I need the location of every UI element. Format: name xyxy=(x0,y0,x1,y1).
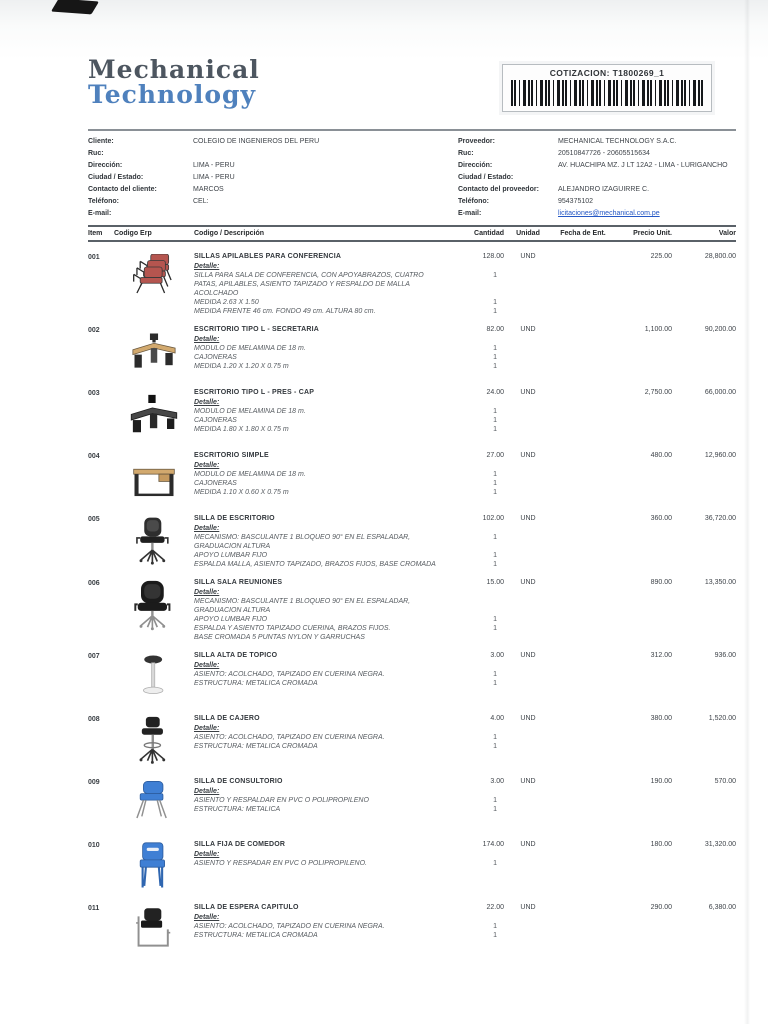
unidad-value: UND xyxy=(520,452,536,459)
cantidad-value: 27.00 xyxy=(486,452,504,459)
detail-lines xyxy=(194,407,736,434)
detail-qty xyxy=(452,597,504,615)
item-number: 002 xyxy=(88,327,100,334)
detail-qty: 1 xyxy=(493,272,497,279)
detail-text: MEDIDA 1.20 X 1.20 X 0.75 m xyxy=(194,363,289,370)
table-row xyxy=(88,840,736,894)
info-field-value: LIMA - PERU xyxy=(193,174,235,181)
info-field-label: E-mail: xyxy=(458,210,482,217)
col-codigo-erp: Codigo Erp xyxy=(114,230,152,237)
table-row xyxy=(88,388,736,442)
info-field xyxy=(458,184,736,195)
table-body xyxy=(88,242,736,957)
detail-line xyxy=(194,551,736,560)
valor-value: 90,200.00 xyxy=(704,326,736,333)
detail-text: ASIENTO Y RESPALDAR EN PVC O POLIPROPILENO xyxy=(194,797,369,804)
fecha-ent-value xyxy=(552,903,614,912)
detail-text: BASE CROMADA 5 PUNTAS NYLON Y GARRUCHAS xyxy=(194,634,365,641)
detail-text: CAJONERAS xyxy=(194,480,237,487)
info-field xyxy=(458,148,736,159)
precio-unit-value: 480.00 xyxy=(650,452,672,459)
detail-line xyxy=(194,307,736,316)
stacked-red-chairs-image xyxy=(114,252,194,306)
detail-qty: 1 xyxy=(493,417,497,424)
info-field-label: Dirección: xyxy=(88,162,123,169)
detail-lines xyxy=(194,344,736,371)
product-title: ESCRITORIO SIMPLE xyxy=(194,452,269,459)
client-fields xyxy=(88,136,458,219)
detail-text: APOYO LUMBAR FIJO xyxy=(194,552,268,559)
detail-qty: 1 xyxy=(493,923,497,930)
table-row xyxy=(88,451,736,505)
info-field-label: Cliente: xyxy=(88,138,114,145)
item-number: 010 xyxy=(88,842,100,849)
detail-text: MEDIDA FRENTE 46 cm. FONDO 49 cm. ALTURA 80 cm. xyxy=(194,308,376,315)
detail-text: MODULO DE MELAMINA DE 18 m. xyxy=(194,471,306,478)
table-header xyxy=(88,225,736,242)
detalle-label: Detalle: xyxy=(194,589,220,596)
info-field xyxy=(458,196,736,207)
product-title: SILLAS APILABLES PARA CONFERENCIA xyxy=(194,253,342,260)
info-field-value: LIMA - PERU xyxy=(193,162,235,169)
info-field xyxy=(88,172,458,183)
unidad-value: UND xyxy=(520,515,536,522)
detail-qty: 1 xyxy=(493,671,497,678)
col-item: Item xyxy=(88,230,103,237)
valor-value: 36,720.00 xyxy=(704,515,736,522)
product-title: SILLA ALTA DE TOPICO xyxy=(194,652,278,659)
detail-qty: 1 xyxy=(493,354,497,361)
detail-line xyxy=(194,615,736,624)
item-number: 003 xyxy=(88,390,100,397)
cantidad-value: 102.00 xyxy=(482,515,504,522)
info-field-value: AV. HUACHIPA MZ. J LT 12A2 - LIMA - LURIGANCHO xyxy=(558,162,728,169)
fecha-ent-value xyxy=(552,252,614,261)
detail-text: APOYO LUMBAR FIJO xyxy=(194,616,268,623)
product-title: SILLA SALA REUNIONES xyxy=(194,579,283,586)
detail-text: ESTRUCTURA: METALICA CROMADA xyxy=(194,743,318,750)
item-number: 009 xyxy=(88,779,100,786)
cashier-chair-image xyxy=(114,714,194,768)
detail-line xyxy=(194,470,736,479)
info-field xyxy=(458,160,736,171)
detail-line xyxy=(194,859,736,868)
detail-qty: 1 xyxy=(493,426,497,433)
fecha-ent-value xyxy=(552,578,614,587)
valor-value: 31,320.00 xyxy=(704,841,736,848)
detail-qty: 1 xyxy=(493,680,497,687)
detail-line xyxy=(194,679,736,688)
detail-line xyxy=(194,742,736,751)
fecha-ent-value xyxy=(552,714,614,723)
detail-text: ESTRUCTURA: METALICA CROMADA xyxy=(194,932,318,939)
mesh-office-chair-image xyxy=(114,514,194,568)
detail-text: ESTRUCTURA: METALICA CROMADA xyxy=(194,680,318,687)
detail-lines xyxy=(194,533,736,569)
detail-line xyxy=(194,271,736,298)
valor-value: 28,800.00 xyxy=(704,253,736,260)
logo-line-2: Technology xyxy=(88,79,257,109)
valor-value: 936.00 xyxy=(714,652,736,659)
info-field-value: ALEJANDRO IZAGUIRRE C. xyxy=(558,186,650,193)
detail-qty: 1 xyxy=(493,561,497,568)
detalle-label: Detalle: xyxy=(194,914,220,921)
info-field-value: MARCOS xyxy=(193,186,224,193)
barcode-bars xyxy=(511,80,703,106)
logo-line-1: Mechanical xyxy=(88,55,260,84)
cantidad-value: 24.00 xyxy=(486,389,504,396)
detail-line xyxy=(194,362,736,371)
detail-text: MODULO DE MELAMINA DE 18 m. xyxy=(194,345,306,352)
fecha-ent-value xyxy=(552,651,614,660)
detail-text: MODULO DE MELAMINA DE 18 m. xyxy=(194,408,306,415)
l-desk-dark-image xyxy=(114,388,194,442)
detail-text: MEDIDA 2.63 X 1.50 xyxy=(194,299,259,306)
detail-line xyxy=(194,353,736,362)
precio-unit-value: 290.00 xyxy=(650,904,672,911)
precio-unit-value: 2,750.00 xyxy=(644,389,672,396)
info-field xyxy=(458,208,736,219)
unidad-value: UND xyxy=(520,778,536,785)
detail-text: ASIENTO: ACOLCHADO, TAPIZADO EN CUERINA NEGRA. xyxy=(194,923,385,930)
info-field-label: Dirección: xyxy=(458,162,493,169)
precio-unit-value: 225.00 xyxy=(650,253,672,260)
detail-line xyxy=(194,805,736,814)
detail-qty: 1 xyxy=(493,797,497,804)
detail-text: SILLA PARA SALA DE CONFERENCIA, CON APOYABRAZOS, CUATRO PATAS, APILABLES, ASIENTO TAPIZADO Y RESPALDO DE MALLA ACOLCHADO xyxy=(194,272,424,297)
item-number: 011 xyxy=(88,905,100,912)
table-row xyxy=(88,325,736,379)
barcode xyxy=(502,64,712,112)
l-desk-light-image xyxy=(114,325,194,379)
valor-value: 6,380.00 xyxy=(708,904,736,911)
detalle-label: Detalle: xyxy=(194,851,220,858)
product-title: SILLA DE CAJERO xyxy=(194,715,260,722)
detail-qty: 1 xyxy=(493,625,497,632)
info-field-label: Contacto del cliente: xyxy=(88,186,157,193)
detail-qty: 1 xyxy=(493,806,497,813)
info-field-value: COLEGIO DE INGENIEROS DEL PERU xyxy=(193,138,320,145)
col-descripcion: Codigo / Descripción xyxy=(194,230,265,237)
detail-qty: 1 xyxy=(493,932,497,939)
fecha-ent-value xyxy=(552,514,614,523)
simple-desk-image xyxy=(114,451,194,505)
detail-lines xyxy=(194,597,736,642)
fecha-ent-value xyxy=(552,325,614,334)
fecha-ent-value xyxy=(552,388,614,397)
unidad-value: UND xyxy=(520,326,536,333)
detalle-label: Detalle: xyxy=(194,525,220,532)
col-valor: Valor xyxy=(718,230,736,237)
table-row xyxy=(88,514,736,569)
blue-plastic-chair-image xyxy=(114,777,194,831)
detail-qty: 1 xyxy=(493,860,497,867)
info-field xyxy=(88,160,458,171)
item-number: 006 xyxy=(88,580,100,587)
info-field-label: Teléfono: xyxy=(88,198,119,205)
precio-unit-value: 1,100.00 xyxy=(644,326,672,333)
detail-text: ASIENTO: ACOLCHADO, TAPIZADO EN CUERINA NEGRA. xyxy=(194,671,385,678)
executive-chair-image xyxy=(114,578,194,632)
product-title: ESCRITORIO TIPO L - SECRETARIA xyxy=(194,326,320,333)
item-number: 005 xyxy=(88,516,100,523)
detail-line xyxy=(194,425,736,434)
detail-line xyxy=(194,922,736,931)
detail-qty xyxy=(452,633,504,642)
detalle-label: Detalle: xyxy=(194,662,220,669)
info-field-label: Ciudad / Estado: xyxy=(88,174,144,181)
detail-qty: 1 xyxy=(493,743,497,750)
detail-text: ESPALDA Y ASIENTO TAPIZADO CUERINA, BRAZOS FIJOS. xyxy=(194,625,391,632)
detalle-label: Detalle: xyxy=(194,399,220,406)
unidad-value: UND xyxy=(520,579,536,586)
col-unidad: Unidad xyxy=(516,230,540,237)
info-field xyxy=(458,136,736,147)
detalle-label: Detalle: xyxy=(194,788,220,795)
detail-line xyxy=(194,796,736,805)
detail-qty: 1 xyxy=(493,345,497,352)
cantidad-value: 82.00 xyxy=(486,326,504,333)
info-field-label: Ruc: xyxy=(88,150,104,157)
detail-line xyxy=(194,560,736,569)
page-edge-shadow xyxy=(744,0,750,1024)
precio-unit-value: 180.00 xyxy=(650,841,672,848)
cantidad-value: 128.00 xyxy=(482,253,504,260)
detail-lines xyxy=(194,796,736,814)
detail-qty: 1 xyxy=(493,363,497,370)
detail-text: ESTRUCTURA: METALICA xyxy=(194,806,281,813)
info-field-value: CEL: xyxy=(193,198,209,205)
blue-dining-chair-image xyxy=(114,840,194,894)
fecha-ent-value xyxy=(552,777,614,786)
scanner-artifact xyxy=(51,0,99,14)
item-number: 008 xyxy=(88,716,100,723)
precio-unit-value: 380.00 xyxy=(650,715,672,722)
fecha-ent-value xyxy=(552,451,614,460)
detail-line xyxy=(194,733,736,742)
detail-qty: 1 xyxy=(493,534,497,541)
detail-lines xyxy=(194,670,736,688)
precio-unit-value: 890.00 xyxy=(650,579,672,586)
valor-value: 12,960.00 xyxy=(704,452,736,459)
detail-qty: 1 xyxy=(493,734,497,741)
valor-value: 66,000.00 xyxy=(704,389,736,396)
detail-text: CAJONERAS xyxy=(194,354,237,361)
detail-line xyxy=(194,533,736,551)
unidad-value: UND xyxy=(520,904,536,911)
detail-line xyxy=(194,488,736,497)
info-field xyxy=(458,172,736,183)
detail-text: ASIENTO Y RESPADAR EN PVC O POLIPROPILENO. xyxy=(194,860,367,867)
precio-unit-value: 360.00 xyxy=(650,515,672,522)
detail-qty: 1 xyxy=(493,616,497,623)
unidad-value: UND xyxy=(520,389,536,396)
detail-lines xyxy=(194,922,736,940)
precio-unit-value: 312.00 xyxy=(650,652,672,659)
detail-text: MECANISMO: BASCULANTE 1 BLOQUEO 90° EN EL ESPALADAR, GRADUACION ALTURA xyxy=(194,534,411,550)
info-field-value: 954375102 xyxy=(558,198,594,205)
detail-text: MEDIDA 1.80 X 1.80 X 0.75 m xyxy=(194,426,289,433)
parties-info xyxy=(88,129,736,219)
info-field xyxy=(88,136,458,147)
table-row xyxy=(88,777,736,831)
valor-value: 570.00 xyxy=(714,778,736,785)
detail-line xyxy=(194,597,736,615)
table-row xyxy=(88,714,736,768)
quotation-number: COTIZACION: T1800269_1 xyxy=(549,68,665,78)
fecha-ent-value xyxy=(552,840,614,849)
detail-qty: 1 xyxy=(493,552,497,559)
info-field xyxy=(88,148,458,159)
info-field-label: Teléfono: xyxy=(458,198,489,205)
info-field-label: Proveedor: xyxy=(458,138,495,145)
detail-text: MECANISMO: BASCULANTE 1 BLOQUEO 90° EN EL ESPALADAR, GRADUACION ALTURA xyxy=(194,598,411,614)
item-number: 007 xyxy=(88,653,100,660)
detail-lines xyxy=(194,470,736,497)
info-field-label: Ciudad / Estado: xyxy=(458,174,514,181)
detail-lines xyxy=(194,859,736,868)
info-field xyxy=(88,208,458,219)
col-precio-unit: Precio Unit. xyxy=(633,230,672,237)
precio-unit-value: 190.00 xyxy=(650,778,672,785)
table-row xyxy=(88,651,736,705)
info-field-label: Ruc: xyxy=(458,150,474,157)
sled-chair-image xyxy=(114,903,194,957)
info-field-value: 20510847726 - 20605515634 xyxy=(558,150,650,157)
cantidad-value: 174.00 xyxy=(482,841,504,848)
detail-line xyxy=(194,407,736,416)
info-field-label: Contacto del proveedor: xyxy=(458,186,539,193)
product-title: SILLA DE ESCRITORIO xyxy=(194,515,275,522)
detail-line xyxy=(194,344,736,353)
detail-text: CAJONERAS xyxy=(194,417,237,424)
stool-image xyxy=(114,651,194,705)
detail-line xyxy=(194,298,736,307)
product-title: SILLA DE ESPERA CAPITULO xyxy=(194,904,299,911)
table-row xyxy=(88,903,736,957)
cantidad-value: 22.00 xyxy=(486,904,504,911)
detail-text: ESPALDA MALLA, ASIENTO TAPIZADO, BRAZOS FIJOS, BASE CROMADA xyxy=(194,561,436,568)
info-field-value: MECHANICAL TECHNOLOGY S.A.C. xyxy=(558,138,677,145)
unidad-value: UND xyxy=(520,715,536,722)
detail-qty: 1 xyxy=(493,471,497,478)
detail-text: ASIENTO: ACOLCHADO, TAPIZADO EN CUERINA NEGRA. xyxy=(194,734,385,741)
detalle-label: Detalle: xyxy=(194,462,220,469)
detail-text: MEDIDA 1.10 X 0.60 X 0.75 m xyxy=(194,489,289,496)
cantidad-value: 15.00 xyxy=(486,579,504,586)
cantidad-value: 4.00 xyxy=(490,715,504,722)
col-cantidad: Cantidad xyxy=(474,230,504,237)
product-title: SILLA DE CONSULTORIO xyxy=(194,778,283,785)
detail-qty: 1 xyxy=(493,480,497,487)
detail-line xyxy=(194,624,736,633)
col-fecha-ent: Fecha de Ent. xyxy=(560,230,606,237)
detail-line xyxy=(194,479,736,488)
detail-line xyxy=(194,633,736,642)
detail-qty: 1 xyxy=(493,408,497,415)
product-title: SILLA FIJA DE COMEDOR xyxy=(194,841,286,848)
table-row xyxy=(88,252,736,316)
info-field xyxy=(88,184,458,195)
detail-qty: 1 xyxy=(493,308,497,315)
table-row xyxy=(88,578,736,642)
detail-lines xyxy=(194,733,736,751)
info-field-value: licitaciones@mechanical.com.pe xyxy=(558,210,660,217)
detalle-label: Detalle: xyxy=(194,263,220,270)
item-number: 001 xyxy=(88,254,100,261)
unidad-value: UND xyxy=(520,841,536,848)
detail-line xyxy=(194,931,736,940)
detail-qty: 1 xyxy=(493,299,497,306)
item-number: 004 xyxy=(88,453,100,460)
detail-qty: 1 xyxy=(493,489,497,496)
valor-value: 1,520.00 xyxy=(708,715,736,722)
unidad-value: UND xyxy=(520,652,536,659)
quotation-document xyxy=(88,55,736,966)
cantidad-value: 3.00 xyxy=(490,652,504,659)
unidad-value: UND xyxy=(520,253,536,260)
detail-lines xyxy=(194,271,736,316)
detail-line xyxy=(194,416,736,425)
valor-value: 13,350.00 xyxy=(704,579,736,586)
provider-fields xyxy=(458,136,736,219)
detalle-label: Detalle: xyxy=(194,725,220,732)
detalle-label: Detalle: xyxy=(194,336,220,343)
cantidad-value: 3.00 xyxy=(490,778,504,785)
detail-line xyxy=(194,670,736,679)
info-field-label: E-mail: xyxy=(88,210,112,217)
product-title: ESCRITORIO TIPO L - PRES - CAP xyxy=(194,389,315,396)
info-field xyxy=(88,196,458,207)
